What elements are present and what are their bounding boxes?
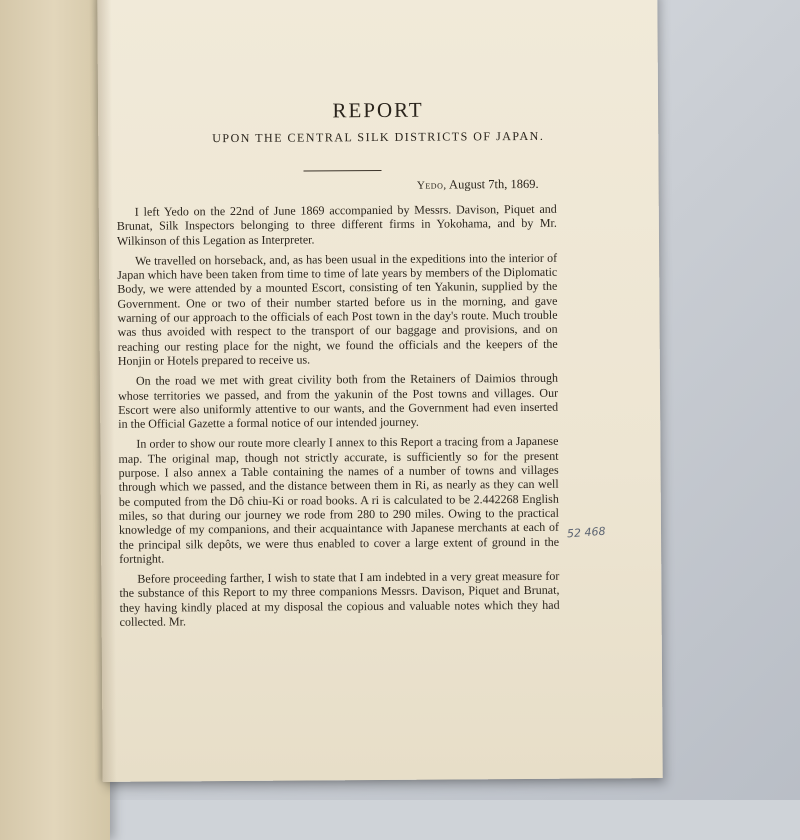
document-page — [97, 0, 663, 782]
dateline-date: August 7th, 1869. — [448, 176, 539, 192]
paragraph: I left Yedo on the 22nd of June 1869 accompanied by Messrs. Davison, Piquet and Brunat, Silk Inspectors belonging to three different firms in Yokohama, and by Mr. Wilkinson of this Legation as Interpreter. — [116, 201, 557, 248]
facing-page-edge — [0, 0, 110, 840]
body-text — [117, 202, 560, 629]
handwritten-margin-note: 52 468 — [566, 524, 606, 541]
title-rule — [304, 170, 382, 172]
paragraph: Before proceeding farther, I wish to state that I am indebted in a very great measure for the substance of this Report to my three companions Messrs. Davison, Piquet and Brunat, they having kindly placed at my disposal the copious and valuable notes which they had collected. Mr. — [119, 568, 560, 629]
document-subtitle: UPON THE CENTRAL SILK DISTRICTS OF JAPAN. — [212, 128, 545, 146]
document-title: REPORT — [332, 97, 424, 123]
paragraph: On the road we met with great civility both from the Retainers of Daimios through whose territories we passed, and from the yakunin of the Post towns and villages. Our Escort were also uniformly attentive to our wants, and the Government had even inserted in the Official Gazette a formal notice of our intended journey. — [118, 371, 559, 431]
paragraph: We travelled on horseback, and, as has been usual in the expeditions into the interior of Japan which have been taken from time to time of late years by members of the Diplomatic Body, we were attended by a mounted Escort, consisting of ten Yakunin, supplied by the Government. One or two of their number started before us in the morning, and gave warning of our approach to the officials of each Post town in the day's route. Much trouble was thus avoided with respect to the transport of our baggage and provisions, and on reaching our resting place for the night, we found the officials and the keepers of the Honjin or Hotels prepared to receive us. — [117, 250, 558, 368]
dateline-place: Yedo, — [416, 179, 447, 192]
paragraph: In order to show our route more clearly I annex to this Report a tracing from a Japanese map. The original map, though not strictly accurate, is sufficiently so for the present purpose. I also annex a Table containing the names of a number of towns and villages through which we passed, and the distance between them in Ri, as nearly as they can well be computed from the Dô chiu-Ki or road books. A ri is calculated to be 2.442268 English miles, so that during our journey we rode from 280 to 290 miles. Owing to the practical knowledge of my companions, and their acquaintance with Japanese merchants at each of the principal silk depôts, we were thus enabled to cover a large extent of ground in the fortnight. — [118, 434, 560, 566]
dateline — [417, 177, 539, 193]
